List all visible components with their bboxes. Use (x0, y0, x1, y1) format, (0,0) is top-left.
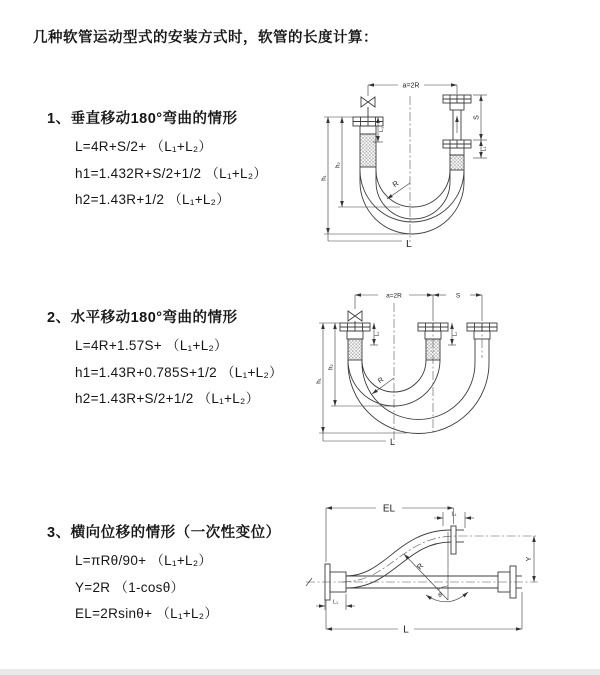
hose-braid-left (348, 339, 362, 360)
top-flange-displaced (451, 526, 464, 554)
hose-braid-middle (426, 339, 440, 360)
dim-label-length: L (390, 437, 396, 447)
diagram-vertical-180-u-bend (312, 70, 552, 262)
dim-label-h1: h₁ (316, 378, 323, 384)
formula-line: L=πRθ/90+ （L₁+L₂） (75, 553, 213, 568)
dim-label-length: L (406, 238, 412, 250)
formula-line: L=4R+1.57S+ （L₁+L₂） (75, 338, 228, 353)
right-flange-moved (467, 323, 497, 339)
section-lateral-offset (47, 521, 281, 633)
dim-label-h2: h₂ (335, 162, 342, 168)
formula-line: L=4R+S/2+ （L₁+L₂） (75, 139, 213, 154)
formula-line: h1=1.43R+0.785S+1/2 （L₁+L₂） (75, 364, 283, 380)
dim-label-width: a=2R (402, 82, 420, 90)
valve-icon (361, 97, 375, 107)
section-heading: 1、垂直移动180°弯曲的情形 (47, 111, 238, 127)
right-flange-lower (443, 140, 471, 155)
dim-label-width: a=2R (386, 292, 402, 300)
dim-label-radius: R (377, 376, 386, 386)
section-heading: 2、水平移动180°弯曲的情形 (47, 310, 238, 326)
formula-line: h2=1.43R+S/2+1/2 （L₁+L₂） (75, 391, 260, 406)
dim-label-h1: h₁ (321, 175, 328, 181)
dim-label-fitting-left: L₁ (374, 331, 381, 337)
valve-icon (348, 311, 362, 321)
dim-label-fitting-left: L₁ (333, 599, 338, 606)
dim-label-radius: R (390, 178, 401, 190)
diagram-horizontal-180-u-bend (312, 283, 562, 458)
dim-label-stroke: S (455, 292, 461, 300)
swing-arrow (426, 592, 468, 602)
hose-curve-inner-2 (376, 170, 450, 219)
section-heading: 3、横向位移的情形（一次性变位） (47, 525, 281, 541)
dim-label-el: EL (382, 503, 396, 515)
scan-edge (0, 669, 600, 675)
formula-line: EL=2Rsinθ+ （L₁+L₂） (75, 606, 219, 621)
hose-curve-inner-1 (376, 167, 450, 207)
dim-label-offset: Y (526, 556, 533, 562)
right-flange-upper (443, 95, 471, 110)
diagram-lateral-offset-s-curve (298, 498, 563, 643)
hose-s-curve-top (346, 530, 451, 576)
dim-label-fitting-right: L₁ (481, 146, 488, 152)
page-title: 几种软管运动型式的安装方式时，软管的长度计算： (33, 30, 378, 46)
dim-label-fitting-left: L₁ (379, 127, 385, 132)
dim-label-length: L (403, 624, 409, 636)
left-flange (340, 323, 370, 339)
dim-label-angle: θ (438, 592, 442, 599)
formula-line: Y=2R （1-cosθ） (75, 579, 185, 595)
dim-label-fitting-top: L₁ (451, 511, 457, 518)
middle-flange (418, 323, 448, 339)
formula-line: h2=1.43R+1/2 （L₁+L₂） (75, 192, 231, 207)
dim-label-fitting-middle: L₁ (452, 331, 459, 337)
dim-label-radius: R (414, 561, 426, 572)
hose-braid-left (360, 134, 376, 167)
section-vertical-180 (47, 107, 267, 219)
dim-label-h2: h₂ (328, 364, 335, 370)
formula-line: h1=1.432R+S/2+1/2 （L₁+L₂） (75, 165, 268, 181)
hose-braid-right (450, 155, 464, 170)
section-horizontal-180 (47, 306, 283, 418)
dim-label-stroke: S (473, 115, 481, 120)
